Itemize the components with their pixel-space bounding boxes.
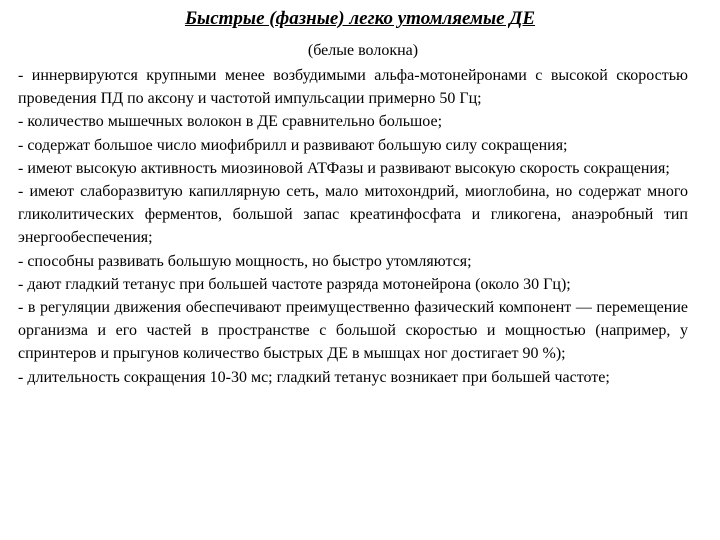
- paragraph-atpase: - имеют высокую активность миозиновой АТФазы и развивают высокую скорость сокращения;: [18, 159, 670, 177]
- page-title: Быстрые (фазные) легко утомляемые ДЕ: [184, 8, 536, 29]
- paragraph-myofibrils: - содержат большое число миофибрилл и развивают большую силу сокращения;: [18, 136, 568, 154]
- paragraph-contraction-duration: - длительность сокращения 10-30 мс; гладкий тетанус возникает при большей частоте;: [18, 368, 610, 386]
- paragraph-capillary-network: - имеют слаборазвитую капиллярную сеть, мало митохондрий, миоглобина, но содержат много гликолитических ферментов, большой запас креатинфосфата и гликогена, анаэробный тип энергообеспечения;: [18, 183, 688, 247]
- paragraph-innervation: - иннервируются крупными менее возбудимыми альфа-мотонейронами с высокой скоростью проведения ПД по аксону и частотой импульсации примерно 50 Гц;: [18, 67, 688, 108]
- paragraph-power: - способны развивать большую мощность, но быстро утомляются;: [18, 252, 472, 270]
- body-text: [18, 64, 688, 389]
- page-subtitle: (белые волокна): [307, 42, 419, 59]
- paragraph-tetanus: - дают гладкий тетанус при большей частоте разряда мотонейрона (около 30 Гц);: [18, 275, 571, 293]
- paragraph-fiber-count: - количество мышечных волокон в ДЕ сравнительно большое;: [18, 113, 443, 131]
- paragraph-movement-regulation: - в регуляции движения обеспечивают преимущественно фазический компонент — перемещение организма и его частей в пространстве с большой скоростью и мощностью (например, у спринтеров и прыгунов количество быстрых ДЕ в мышцах ног достигает 90 %);: [18, 299, 688, 363]
